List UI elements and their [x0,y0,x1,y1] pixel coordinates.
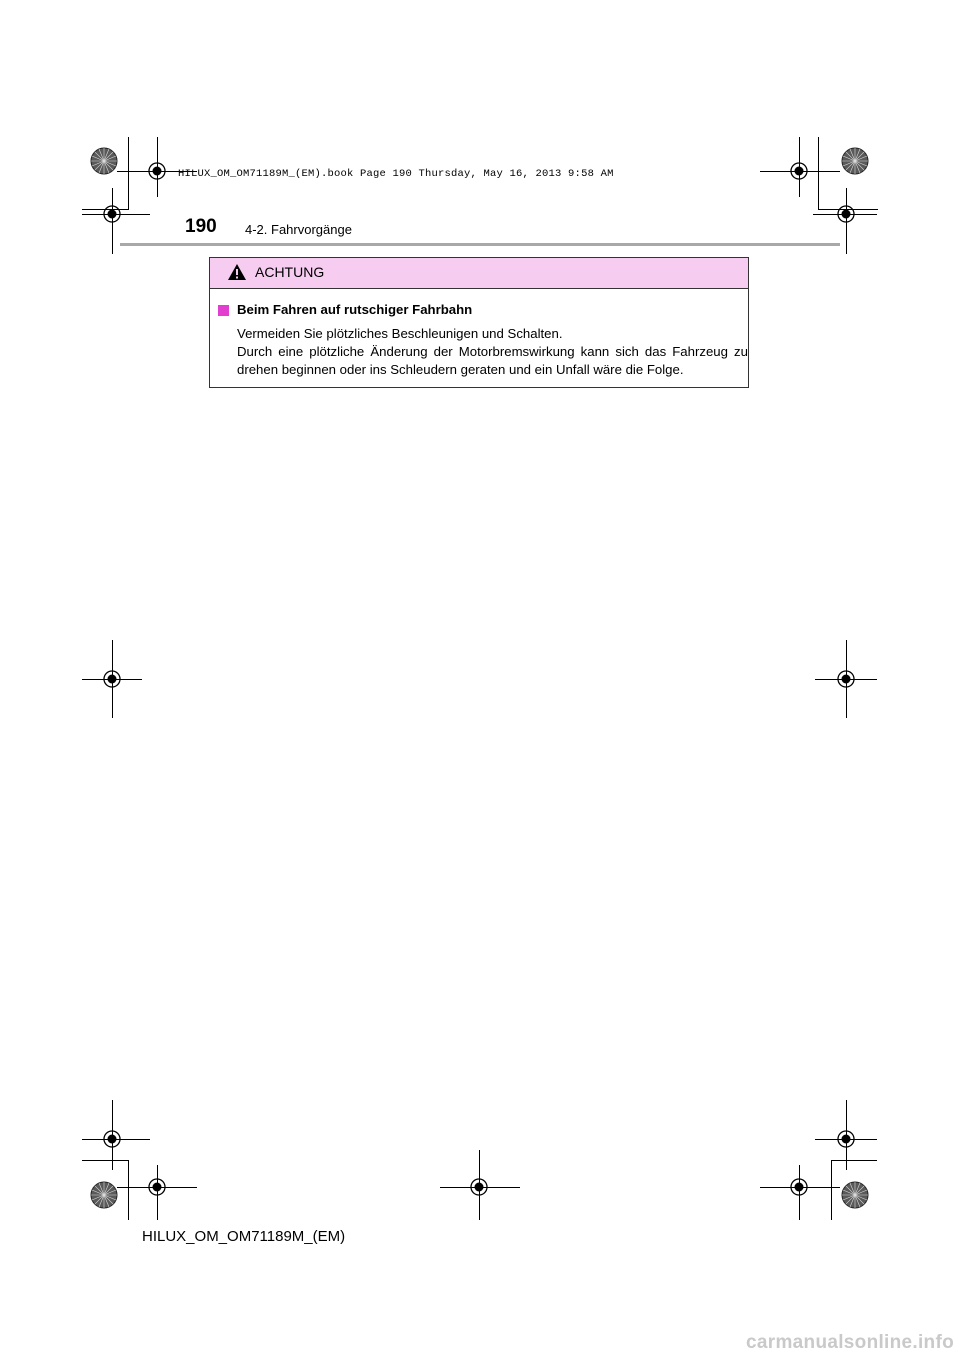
square-bullet-icon [218,305,229,316]
warning-body [210,289,748,379]
warning-line-2: Durch eine plötzliche Änderung der Motorbremswirkung kann sich das Fahrzeug zu drehen beginnen oder ins Schleudern geraten und ein Unfall wäre die Folge. [237,344,748,377]
warning-line-1: Vermeiden Sie plötzliches Beschleunigen und Schalten. [237,326,563,341]
warning-subheading [218,301,740,319]
warning-header [210,258,748,289]
warning-box [209,257,749,388]
watermark: carmanualsonline.info [746,1332,954,1353]
header-divider [120,243,840,246]
footer-model-code: HILUX_OM_OM71189M_(EM) [142,1228,346,1245]
page-number: 190 [185,216,217,237]
warning-text [237,325,748,379]
book-file-header: HILUX_OM_OM71189M_(EM).book Page 190 Thursday, May 16, 2013 9:58 AM [178,168,614,180]
section-title: 4-2. Fahrvorgänge [245,222,352,237]
warning-triangle-icon [227,263,247,281]
warning-title: ACHTUNG [255,264,325,280]
warning-subheading-text: Beim Fahren auf rutschiger Fahrbahn [237,302,473,317]
